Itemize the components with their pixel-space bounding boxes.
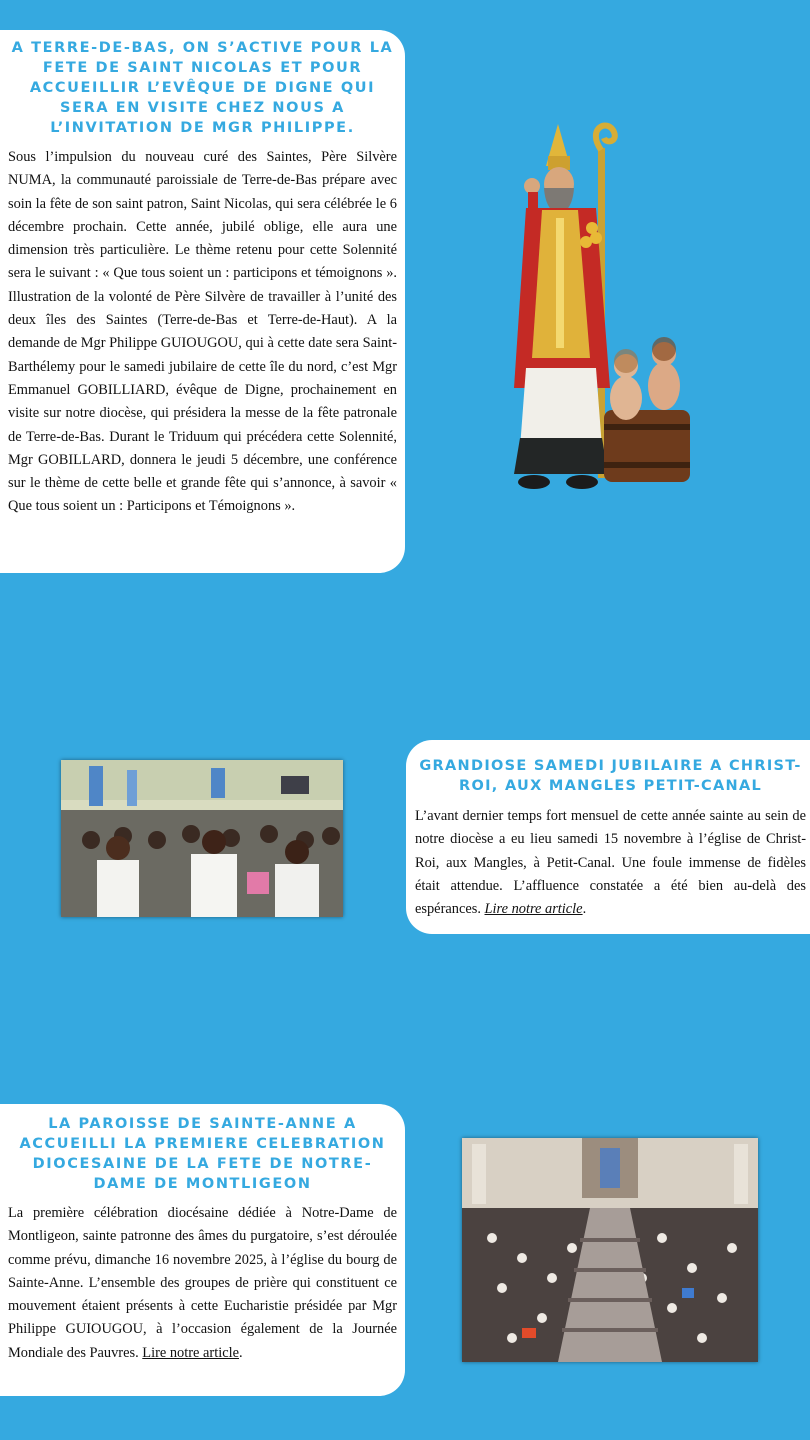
article-body <box>415 805 806 921</box>
article-card-saint-nicolas <box>0 30 405 573</box>
article-body <box>8 1202 397 1365</box>
read-article-link[interactable]: Lire notre article <box>142 1344 239 1361</box>
article-body: Sous l’impulsion du nouveau curé des Saintes, Père Silvère NUMA, la communauté paroissiale de Terre-de-Bas prépare avec soin la fête de son saint patron, Saint Nicolas, qui sera célébrée le 6 décembre prochain. Cette année, jubilé oblige, elle aura une dimension très particulière. Le thème retenu pour cette Solennité sera le suivant : « Que tous soient un : participons et témoignons ». Illustration de la volonté de Père Silvère de travailler à l’unité des deux îles des Saintes (Terre-de-Bas et Terre-de-Haut). A la demande de Mgr Philippe GUIOUGOU, qui à cette date sera Saint-Barthélemy pour le samedi jubilaire de cette île du nord, c’est Mgr Emmanuel GOBILLIARD, évêque de Digne, prochainement en visite sur notre diocèse, qui présidera la messe de la fête patronale de Terre-de-Bas. Durant le Triduum qui précédera cette Solennité, Mgr GOBILLARD, donnera le jeudi 5 décembre, une conférence sur le thème de cette belle et grande fête qui s’annonce, à savoir « Que tous soient un : Participons et Témoignons ». <box>8 149 397 515</box>
article-title: A TERRE-DE-BAS, ON S’ACTIVE POUR LA FETE DE SAINT NICOLAS ET POUR ACCUEILLIR L’EVÊQUE DE DIGNE QUI SERA EN VISITE CHEZ NOUS A L’INVITATION DE MGR PHILIPPE. <box>11 40 394 136</box>
article-body-end: . <box>238 1344 243 1361</box>
article-title: LA PAROISSE DE SAINTE-ANNE A ACCUEILLI LA PREMIERE CELEBRATION DIOCESAINE DE LA FETE DE NOTRE-DAME DE MONTLIGEON <box>19 1116 386 1192</box>
article-body-text: La première célébration diocésaine dédiée à Notre-Dame de Montligeon, sainte patronne des âmes du purgatoire, s’est déroulée comme prévu, dimanche 16 novembre 2025, à l’église du bourg de Sainte-Anne. L’ensemble des groupes de prière qui constituent ce mouvement étaient présents à cette Eucharistie présidée par Mgr Philippe GUIOUGOU, à l’occasion également de la Journée Mondiale des Pauvres. <box>8 1205 397 1361</box>
article-card-christ-roi <box>406 740 810 934</box>
read-article-link[interactable]: Lire notre article <box>484 901 583 918</box>
article-title: GRANDIOSE SAMEDI JUBILAIRE A CHRIST-ROI, AUX MANGLES PETIT-CANAL <box>419 758 802 794</box>
saint-nicolas-statue-image <box>486 118 696 510</box>
sainte-anne-church-photo <box>462 1138 758 1362</box>
christ-roi-procession-photo <box>61 760 343 917</box>
article-card-montligeon <box>0 1104 405 1396</box>
article-body-text: L’avant dernier temps fort mensuel de cette année sainte au sein de notre diocèse a eu lieu samedi 15 novembre à l’église de Christ-Roi, aux Mangles, à Petit-Canal. Une foule immense de fidèles était attendue. L’affluence constatée a été bien au-delà des espérances. <box>415 808 806 918</box>
article-body-end: . <box>582 901 587 918</box>
